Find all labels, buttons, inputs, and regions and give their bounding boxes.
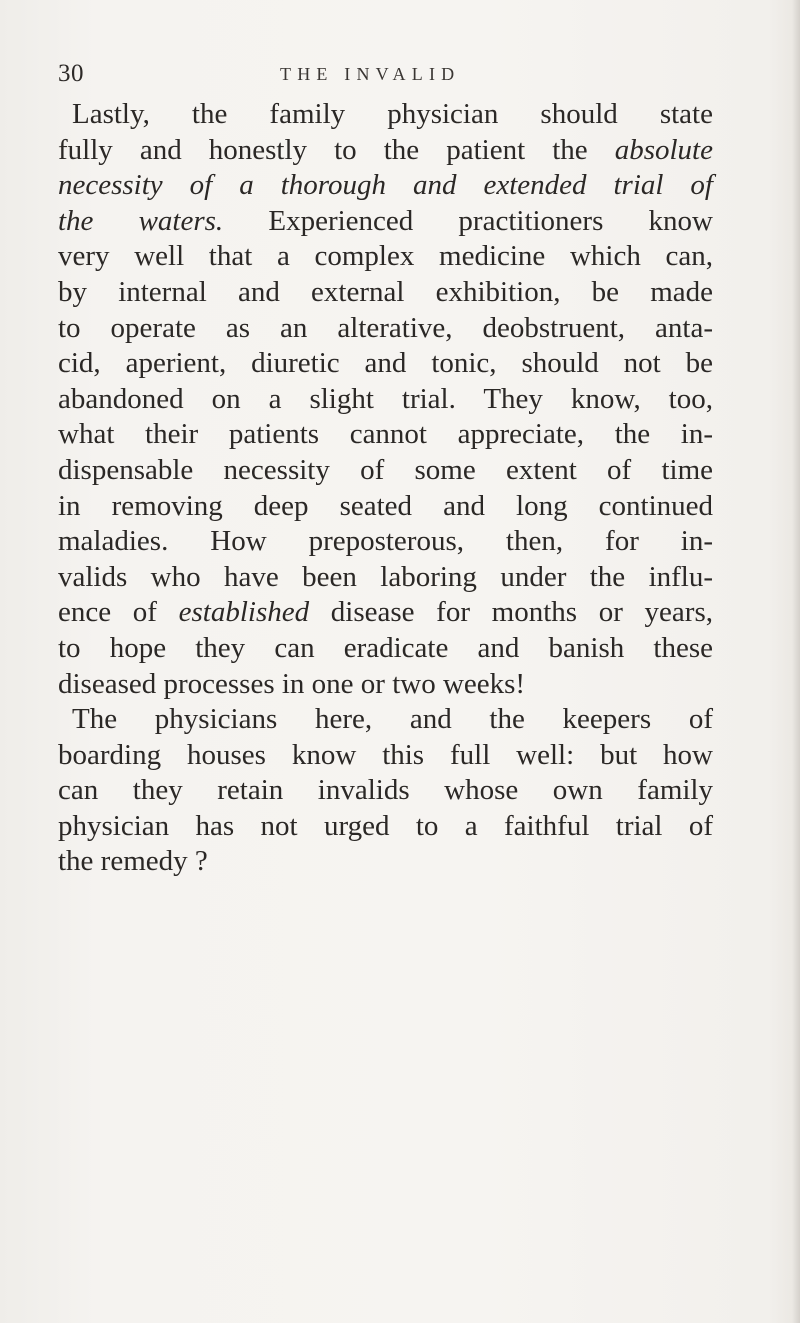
running-head [58, 60, 758, 94]
paragraph-2 [58, 702, 713, 880]
text-line: boarding houses know this full well: but how [58, 738, 713, 771]
text-line: can they retain invalids whose own family [58, 774, 713, 807]
text-line: the remedy ? [58, 845, 208, 878]
body-text [58, 97, 713, 880]
paragraph-1 [58, 97, 713, 702]
text-line: The physicians here, and the keepers of [72, 703, 713, 736]
text-line: the waters. Experienced practitioners know [58, 204, 713, 237]
page-number: 30 [58, 60, 84, 87]
text-line: what their patients cannot appreciate, the in- [58, 418, 713, 451]
text-line: valids who have been laboring under the influ- [58, 560, 713, 593]
emphasis-text: absolute [614, 133, 713, 166]
text-line: to operate as an alterative, deobstruent, anta- [58, 311, 713, 344]
text-line: Lastly, the family physician should state [72, 98, 713, 130]
emphasis-text: necessity of a thorough and extended trial of [58, 169, 713, 202]
text-line: very well that a complex medicine which can, [58, 240, 713, 273]
running-head-title: THE INVALID [280, 64, 461, 84]
emphasis-text: the waters. [58, 204, 224, 237]
text-line: abandoned on a slight trial. They know, too, [58, 382, 713, 415]
text-line: maladies. How preposterous, then, for in- [58, 525, 713, 558]
text-line: by internal and external exhibition, be made [58, 275, 713, 308]
text-line: cid, aperient, diuretic and tonic, should not be [58, 347, 713, 380]
text-line: physician has not urged to a faithful trial of [58, 809, 713, 842]
text-line [58, 168, 713, 204]
emphasis-text: established [178, 596, 310, 629]
text-line: in removing deep seated and long continued [58, 489, 713, 522]
text-line: to hope they can eradicate and banish these [58, 631, 713, 664]
text-line: dispensable necessity of some extent of time [58, 453, 713, 486]
text-line: diseased processes in one or two weeks! [58, 667, 526, 700]
text-line: ence of established disease for months or years, [58, 596, 713, 629]
page-edge-shadow [792, 0, 800, 1323]
text-line: fully and honestly to the patient the absolute [58, 133, 713, 166]
